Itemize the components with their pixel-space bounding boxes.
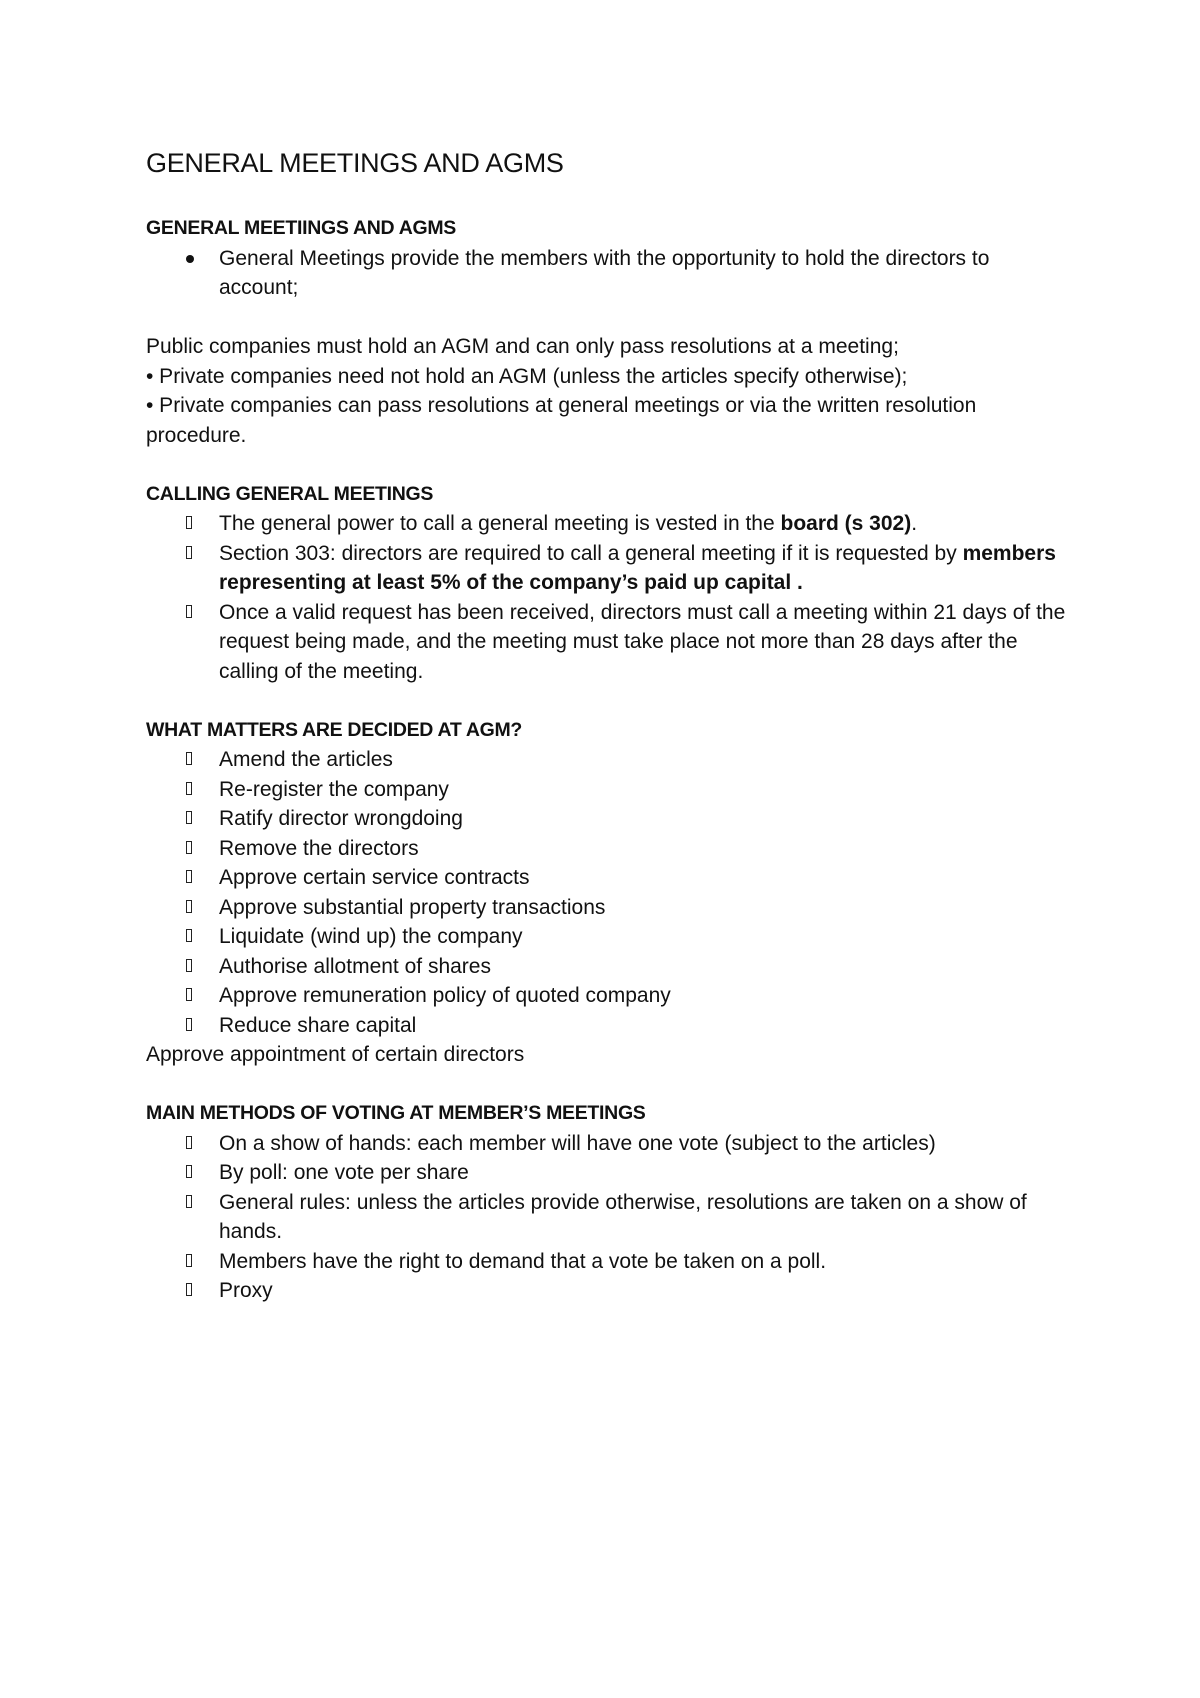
list-item-text: General Meetings provide the members with the opportunity to hold the directors to account; — [219, 246, 990, 299]
list-item — [146, 745, 1066, 775]
list-item — [146, 1129, 1066, 1159]
list-item-text-end: . — [911, 512, 918, 535]
list-item — [146, 1158, 1066, 1188]
calling-list — [146, 509, 1066, 686]
voting-list — [146, 1129, 1066, 1306]
section-heading-general-meetings: GENERAL MEETIINGS AND AGMS — [146, 217, 456, 239]
list-item — [146, 1276, 1066, 1306]
list-item — [146, 244, 1066, 303]
list-item-text: Members have the right to demand that a vote be taken on a poll. — [219, 1249, 827, 1273]
list-item-bold: members representing at least 5% of the company’s paid up capital . — [219, 541, 1056, 594]
matters-list — [146, 745, 1066, 1040]
list-item — [146, 863, 1066, 893]
list-item-text: Once a valid request has been received, directors must call a meeting within 21 days of the request being made, and the meeting must take place not more than 28 days after the calling of the meeting. — [219, 600, 1066, 683]
section-heading-calling-meetings: CALLING GENERAL MEETINGS — [146, 482, 434, 505]
list-item-text: Remove the directors — [219, 836, 419, 860]
list-item — [146, 893, 1066, 923]
paragraph-approve-appointment: Approve appointment of certain directors — [146, 1043, 525, 1066]
paragraph-private-agm: • Private companies need not hold an AGM (unless the articles specify otherwise); — [146, 364, 908, 388]
list-item-text: On a show of hands: each member will have one vote (subject to the articles) — [219, 1131, 936, 1155]
list-item-text: Authorise allotment of shares — [219, 954, 491, 978]
list-item — [146, 834, 1066, 864]
list-item-text: Liquidate (wind up) the company — [219, 925, 523, 948]
spacer — [146, 450, 1066, 480]
list-item — [146, 1011, 1066, 1041]
section-heading-matters: WHAT MATTERS ARE DECIDED AT AGM? — [146, 718, 523, 741]
paragraph-public-companies: Public companies must hold an AGM and can only pass resolutions at a meeting; — [146, 335, 899, 358]
list-item — [146, 1188, 1066, 1247]
list-item-text: General rules: unless the articles provide otherwise, resolutions are taken on a show of hands. — [219, 1190, 1027, 1243]
paragraph-private-resolutions: • Private companies can pass resolutions at general meetings or via the written resolution procedure. — [146, 394, 977, 447]
list-item-text: Ratify director wrongdoing — [219, 807, 463, 830]
list-item — [146, 804, 1066, 834]
list-item-text: Proxy — [219, 1279, 273, 1302]
list-item — [146, 922, 1066, 952]
list-item-text: Section 303: directors are required to call a general meeting if it is requested by — [219, 541, 963, 565]
list-item-text: Approve remuneration policy of quoted company — [219, 984, 671, 1007]
list-item-text: Approve certain service contracts — [219, 866, 530, 889]
list-item — [146, 509, 1066, 539]
list-item-text: The general power to call a general meeting is vested in the — [219, 512, 781, 535]
list-item — [146, 952, 1066, 982]
intro-bullet-list — [146, 244, 1066, 303]
list-item — [146, 775, 1066, 805]
list-item — [146, 539, 1066, 598]
list-item-bold: board (s 302) — [780, 512, 912, 535]
spacer — [146, 303, 1066, 333]
spacer — [146, 1070, 1066, 1100]
list-item-text: Approve substantial property transactions — [219, 895, 606, 919]
section-heading-voting: MAIN METHODS OF VOTING AT MEMBER’S MEETINGS — [146, 1102, 646, 1124]
page-title: GENERAL MEETINGS AND AGMS — [146, 148, 564, 178]
spacer — [146, 686, 1066, 716]
list-item — [146, 1247, 1066, 1277]
document-body — [146, 146, 1066, 1306]
list-item-text: By poll: one vote per share — [219, 1161, 469, 1184]
list-item-text: Amend the articles — [219, 748, 393, 771]
list-item-text: Reduce share capital — [219, 1013, 417, 1037]
list-item — [146, 981, 1066, 1011]
list-item-text: Re-register the company — [219, 777, 449, 801]
list-item — [146, 598, 1066, 687]
